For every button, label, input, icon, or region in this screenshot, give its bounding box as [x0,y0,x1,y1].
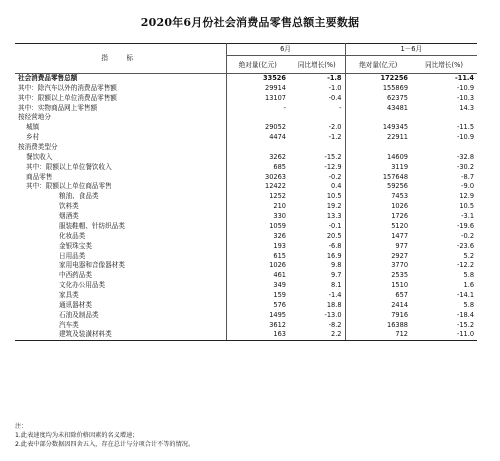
ytd-amount-cell: 59256 [387,182,409,191]
table-row [15,271,477,281]
ytd-amount-cell: 14609 [387,152,409,161]
month-growth-cell: 0.4 [289,182,345,192]
month-amount-cell: 29914 [265,83,286,92]
period-ytd-header: 1－6月 [345,44,477,56]
month-amount-cell: 1059 [269,221,286,230]
month-growth-cell: 2.2 [289,330,345,340]
month-growth-cell: 9.7 [289,271,345,281]
month-amount-cell: 4474 [269,133,286,142]
table-row [15,320,477,330]
table-row [15,123,477,133]
row-label: 通讯器材类 [15,301,226,311]
month-amount-cell: 1495 [269,310,286,319]
period-month-header: 6月 [226,44,345,56]
month-growth-cell: -0.2 [289,173,345,183]
ytd-growth-cell: -32.8 [456,152,475,161]
ytd-amount-cell [345,113,411,123]
table-row [15,222,477,232]
row-label: 石油及制品类 [15,311,226,321]
ytd-amount-cell: 1510 [391,281,409,290]
ytd-amount-cell: 22911 [387,133,409,142]
ytd-growth-cell: -15.2 [456,320,475,329]
month-amount-header: 绝对量(亿元) [226,56,289,74]
table-row [15,182,477,192]
table-row [15,251,477,261]
table-row [15,192,477,202]
table-row [15,153,477,163]
table-row [15,94,477,104]
ytd-growth-cell: -10.3 [456,93,475,102]
row-label: 家具类 [15,291,226,301]
ytd-growth-cell: -10.9 [456,83,475,92]
ytd-amount-cell: 43481 [387,103,409,112]
table-row [15,104,477,114]
month-amount-cell: 3612 [269,320,286,329]
table-row [15,301,477,311]
row-label: 城镇 [15,123,226,133]
month-growth-cell: -6.8 [289,242,345,252]
month-growth-cell: -1.2 [289,133,345,143]
ytd-amount-cell: 16388 [387,320,409,329]
retail-sales-table [15,43,477,341]
table-row [15,74,477,84]
ytd-amount-cell: 149345 [382,123,409,132]
table-row [15,291,477,301]
ytd-growth-cell: -3.1 [461,212,475,221]
ytd-amount-cell: 3770 [391,261,409,270]
month-growth-cell: -2.0 [289,123,345,133]
row-label: 服装鞋帽、针纺织品类 [15,222,226,232]
row-label: 其中：除汽车以外的消费品零售额 [15,84,226,94]
row-label: 按经营地分 [15,113,226,123]
month-amount-cell: 210 [273,202,286,211]
month-amount-cell: 159 [273,290,286,299]
row-label: 商品零售 [15,173,226,183]
row-label: 家用电器和音像器材类 [15,261,226,271]
month-amount-cell: 13107 [265,93,286,102]
table-row [15,113,477,123]
ytd-amount-cell [345,143,411,153]
month-amount-cell: 615 [273,251,286,260]
month-growth-cell: -0.1 [289,222,345,232]
table-row [15,202,477,212]
ytd-amount-cell: 712 [345,330,411,340]
table-row [15,261,477,271]
page-title: 2020年6月份社会消费品零售总额主要数据 [140,16,360,29]
ytd-growth-cell: 1.6 [463,281,475,290]
row-label: 化妆品类 [15,232,226,242]
month-growth-cell: 8.1 [289,281,345,291]
row-label: 汽车类 [15,320,226,330]
row-label: 其中：限额以上单位消费品零售额 [15,94,226,104]
month-amount-cell: 1026 [269,261,286,270]
month-amount-cell: 33526 [263,74,286,83]
month-amount-cell: 3262 [269,152,286,161]
month-growth-cell: 9.8 [289,261,345,271]
table-header-row-period [15,44,477,56]
ytd-growth-cell: -18.4 [456,310,475,319]
row-label: 金银珠宝类 [15,242,226,252]
month-amount-cell: 30263 [265,172,286,181]
table-notes [15,422,194,449]
row-label: 建筑及装潢材料类 [15,330,226,340]
ytd-amount-cell: 5120 [391,221,409,230]
ytd-growth-cell: -11.0 [411,330,477,340]
table-row [15,173,477,183]
ytd-amount-cell: 2535 [391,271,409,280]
row-label: 社会消费品零售总额 [15,74,226,84]
indicator-header: 指 标 [15,44,226,74]
ytd-amount-cell: 155869 [382,83,409,92]
table-row [15,330,477,340]
ytd-growth-cell: -10.9 [456,133,475,142]
month-amount-cell [226,113,289,123]
table-row [15,281,477,291]
row-label: 其中：限额以上单位餐饮收入 [15,163,226,173]
month-amount-cell: 685 [273,162,286,171]
month-growth-cell: 13.3 [289,212,345,222]
ytd-growth-cell: -9.0 [461,182,475,191]
row-label: 饮料类 [15,202,226,212]
ytd-amount-cell: 1477 [391,231,409,240]
month-amount-cell: 326 [273,231,286,240]
month-growth-cell: 18.8 [289,301,345,311]
row-label: 烟酒类 [15,212,226,222]
row-label: 文化办公用品类 [15,281,226,291]
ytd-growth-cell: 14.3 [459,103,475,112]
month-growth-cell: - [289,104,345,114]
month-amount-cell: 29052 [265,123,286,132]
ytd-growth-cell: -8.7 [461,172,475,181]
table-body [15,74,477,341]
row-label: 其中：实物商品网上零售额 [15,104,226,114]
ytd-growth-cell: -11.5 [456,123,475,132]
ytd-growth-cell: 12.9 [459,192,475,201]
ytd-growth-cell: 5.8 [463,271,475,280]
table-row [15,143,477,153]
month-growth-cell: -12.9 [289,163,345,173]
row-label: 日用品类 [15,251,226,261]
ytd-growth-cell: 5.8 [463,300,475,309]
ytd-growth-cell: -19.6 [456,221,475,230]
row-label: 中西药品类 [15,271,226,281]
ytd-amount-cell: 62375 [387,93,409,102]
ytd-amount-cell: 7453 [391,192,409,201]
month-growth-cell: 20.5 [289,232,345,242]
month-growth-cell: -0.4 [289,94,345,104]
ytd-growth-cell [411,113,477,123]
month-growth-header: 同比增长(%) [289,56,345,74]
month-amount-cell: 330 [273,212,286,221]
ytd-amount-cell: 157648 [382,172,409,181]
month-amount-cell: 461 [273,271,286,280]
ytd-amount-header: 绝对量(亿元) [345,56,411,74]
ytd-amount-cell: 657 [395,290,409,299]
ytd-growth-cell: -23.6 [456,241,475,250]
month-amount-cell: 193 [273,241,286,250]
ytd-amount-cell: 1026 [391,202,409,211]
month-amount-cell: 349 [273,281,286,290]
month-growth-cell: -1.0 [289,84,345,94]
ytd-amount-cell: 3119 [391,162,409,171]
note-2: 2.此表中部分数据因四舍五入，存在总计与分项合计不等的情况。 [15,441,195,448]
month-amount-cell: - [283,103,286,112]
month-growth-cell: -15.2 [289,153,345,163]
month-growth-cell [289,143,345,153]
ytd-amount-cell: 2927 [391,251,409,260]
ytd-amount-cell: 2414 [391,300,409,309]
month-growth-cell: -8.2 [289,320,345,330]
month-growth-cell: -1.8 [289,74,345,84]
row-label: 按消费类型分 [15,143,226,153]
ytd-growth-cell: -30.2 [456,162,475,171]
notes-label: 注： [15,423,28,430]
table-row [15,232,477,242]
month-amount-cell: 163 [226,330,289,340]
row-label: 乡村 [15,133,226,143]
month-growth-cell: -1.4 [289,291,345,301]
note-1: 1.此表速度均为未扣除价格因素的名义增速； [15,432,139,439]
table-row [15,311,477,321]
table-row [15,242,477,252]
month-amount-cell: 12422 [265,182,286,191]
row-label: 餐饮收入 [15,153,226,163]
ytd-growth-cell: 10.5 [459,202,475,211]
month-growth-cell [289,113,345,123]
month-amount-cell: 1252 [269,192,286,201]
table-row [15,133,477,143]
month-growth-cell: 19.2 [289,202,345,212]
table-row [15,84,477,94]
ytd-growth-cell: -11.4 [455,74,475,83]
ytd-amount-cell: 1726 [391,212,409,221]
row-label: 其中：限额以上单位商品零售 [15,182,226,192]
month-growth-cell: -13.0 [289,311,345,321]
ytd-growth-cell: -12.2 [456,261,475,270]
table-row [15,163,477,173]
ytd-amount-cell: 977 [395,241,409,250]
month-amount-cell [226,143,289,153]
ytd-growth-cell: 5.2 [463,251,475,260]
ytd-growth-header: 同比增长(%) [411,56,477,74]
ytd-amount-cell: 172256 [380,74,409,83]
ytd-growth-cell: -0.2 [461,231,475,240]
row-label: 粮油、食品类 [15,192,226,202]
ytd-growth-cell: -14.1 [456,290,475,299]
month-amount-cell: 576 [273,300,286,309]
table-row [15,212,477,222]
ytd-amount-cell: 7916 [391,310,409,319]
month-growth-cell: 10.5 [289,192,345,202]
month-growth-cell: 16.9 [289,251,345,261]
ytd-growth-cell [411,143,477,153]
